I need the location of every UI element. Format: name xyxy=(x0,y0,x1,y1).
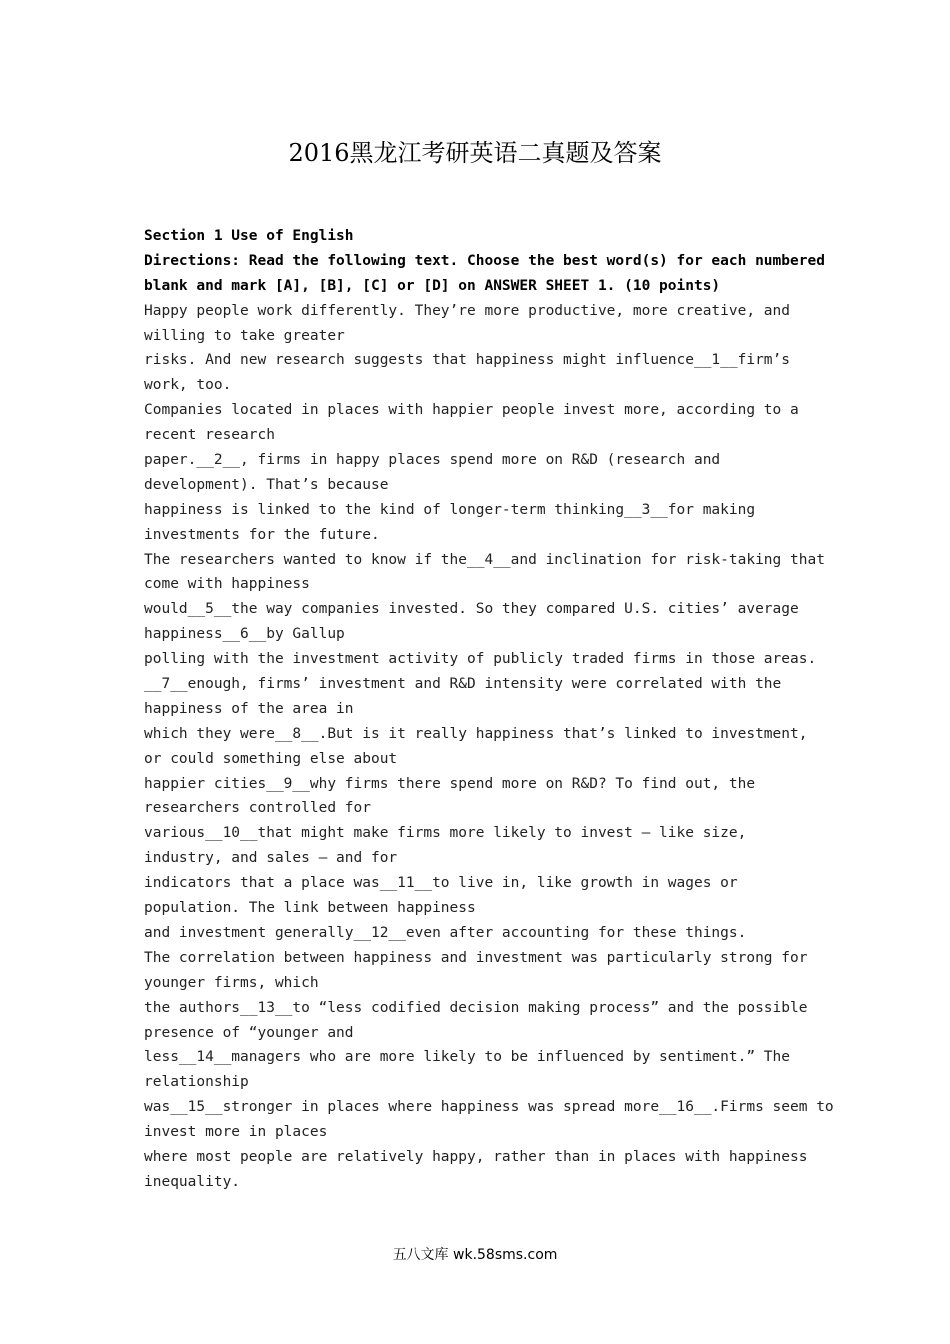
passage-line: industry, and sales – and for xyxy=(144,850,398,867)
section-heading: Section 1 Use of English xyxy=(144,228,354,244)
passage-line: where most people are relatively happy, rather than in places with happiness xyxy=(144,1148,808,1165)
passage-line: which they were__8__.But is it really happiness that’s linked to investment, xyxy=(144,725,808,742)
passage-line: inequality. xyxy=(144,1173,241,1190)
passage-line: happiness is linked to the kind of longer-term thinking__3__for making xyxy=(144,501,756,518)
passage-line: The researchers wanted to know if the__4__and inclination for risk-taking that xyxy=(144,551,825,568)
passage-line: presence of “younger and xyxy=(144,1024,354,1041)
passage-line: population. The link between happiness xyxy=(144,900,476,917)
passage-line: happiness of the area in xyxy=(144,700,354,717)
passage-line: work, too. xyxy=(144,377,232,394)
passage-line: Happy people work differently. They’re more productive, more creative, and xyxy=(144,302,791,319)
passage-line: development). That’s because xyxy=(144,476,389,493)
passage-line: was__15__stronger in places where happiness was spread more__16__.Firms seem to xyxy=(144,1099,834,1116)
passage-line: less__14__managers who are more likely to be influenced by sentiment.” The xyxy=(144,1049,791,1066)
passage-line: The correlation between happiness and investment was particularly strong for xyxy=(144,949,808,966)
passage-line: indicators that a place was__11__to live in, like growth in wages or xyxy=(144,875,738,892)
passage-line: investments for the future. xyxy=(144,526,380,543)
passage-line: relationship xyxy=(144,1074,249,1091)
document-title: 2016黑龙江考研英语二真题及答案 xyxy=(288,139,662,167)
passage-line: invest more in places xyxy=(144,1124,328,1141)
passage-line: researchers controlled for xyxy=(144,800,371,817)
passage-line: come with happiness xyxy=(144,576,310,593)
passage-line: polling with the investment activity of publicly traded firms in those areas. xyxy=(144,651,817,668)
passage-line: various__10__that might make firms more likely to invest – like size, xyxy=(144,825,747,842)
directions-line: blank and mark [A], [B], [C] or [D] on ANSWER SHEET 1. (10 points) xyxy=(144,277,721,294)
passage-line: Companies located in places with happier people invest more, according to a xyxy=(144,402,799,419)
passage-line: paper.__2__, firms in happy places spend more on R&D (research and xyxy=(144,452,721,469)
document-body xyxy=(144,224,834,1195)
passage-line: the authors__13__to “less codified decision making process” and the possible xyxy=(144,999,808,1016)
passage-line: or could something else about xyxy=(144,750,398,767)
passage-line: younger firms, which xyxy=(144,974,319,991)
passage-line: __7__enough, firms’ investment and R&D intensity were correlated with the xyxy=(144,676,782,693)
passage-line: would__5__the way companies invested. So they compared U.S. cities’ average xyxy=(144,601,799,618)
passage-line: happiness__6__by Gallup xyxy=(144,626,345,643)
passage-line: and investment generally__12__even after accounting for these things. xyxy=(144,924,747,941)
passage-line: recent research xyxy=(144,427,275,444)
passage-line: risks. And new research suggests that happiness might influence__1__firm’s xyxy=(144,352,791,369)
directions-line: Directions: Read the following text. Choose the best word(s) for each numbered xyxy=(144,252,825,269)
passage-line: willing to take greater xyxy=(144,327,345,344)
footer-watermark: 五八文库 wk.58sms.com xyxy=(392,1247,558,1263)
passage-line: happier cities__9__why firms there spend more on R&D? To find out, the xyxy=(144,775,756,792)
